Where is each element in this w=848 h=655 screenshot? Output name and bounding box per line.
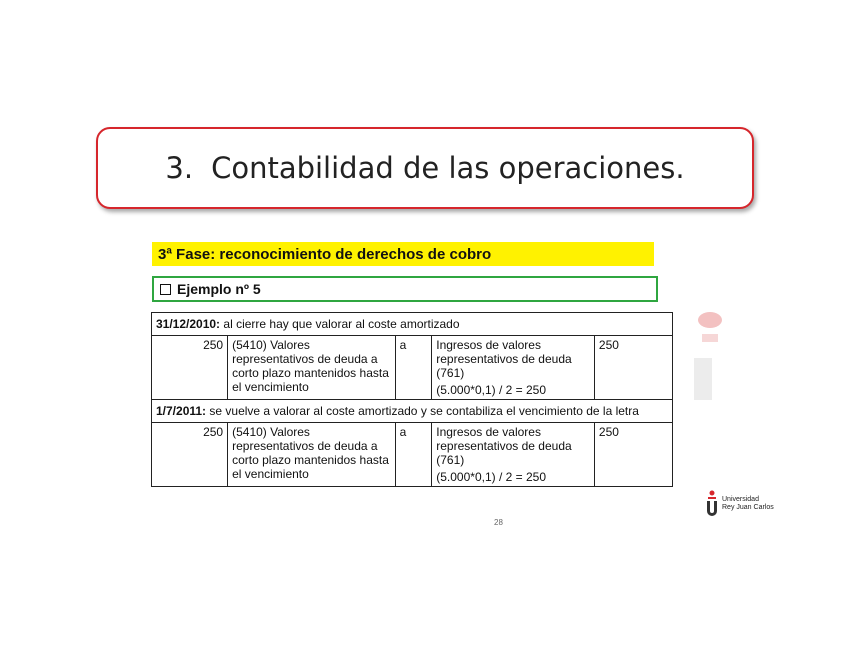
example-label: Ejemplo nº 5 — [177, 281, 261, 297]
credit-account-cell — [432, 336, 595, 400]
university-emblem-icon — [706, 490, 718, 518]
connector: a — [395, 423, 432, 487]
debit-amount: 250 — [152, 336, 228, 400]
decorative-logo-fragment — [686, 310, 726, 400]
entry-header — [152, 313, 673, 336]
connector: a — [395, 336, 432, 400]
entry-header — [152, 400, 673, 423]
table-row — [152, 313, 673, 336]
credit-account: Ingresos de valores representativos de deuda (761) — [436, 425, 572, 467]
table-row — [152, 336, 673, 400]
logo-line-2: Rey Juan Carlos — [722, 504, 774, 511]
credit-calc: (5.000*0,1) / 2 = 250 — [436, 383, 546, 397]
credit-account: Ingresos de valores representativos de deuda (761) — [436, 338, 572, 380]
credit-amount: 250 — [594, 423, 672, 487]
logo-line-1: Universidad — [722, 496, 759, 503]
title-number: 3. — [165, 151, 194, 185]
checkbox-icon — [160, 284, 171, 295]
debit-amount: 250 — [152, 423, 228, 487]
entry-description: se vuelve a valorar al coste amortizado y se contabiliza el vencimiento de la letra — [206, 404, 639, 418]
credit-amount: 250 — [594, 336, 672, 400]
debit-account: (5410) Valores representativos de deuda a corto plazo mantenidos hasta el vencimiento — [228, 336, 396, 400]
page-number: 28 — [494, 518, 503, 527]
university-logo — [706, 490, 786, 520]
credit-account-cell — [432, 423, 595, 487]
slide-title: Contabilidad de las operaciones. — [211, 151, 685, 185]
phase-heading: 3ª Fase: reconocimiento de derechos de cobro — [152, 242, 654, 266]
entry-description: al cierre hay que valorar al coste amortizado — [220, 317, 460, 331]
example-label-box — [152, 276, 658, 302]
entry-date: 31/12/2010: — [156, 317, 221, 331]
journal-table — [151, 312, 673, 487]
table-row — [152, 423, 673, 487]
entry-date: 1/7/2011: — [156, 404, 207, 418]
slide-title-box — [96, 127, 754, 209]
credit-calc: (5.000*0,1) / 2 = 250 — [436, 470, 546, 484]
debit-account: (5410) Valores representativos de deuda a corto plazo mantenidos hasta el vencimiento — [228, 423, 396, 487]
table-row — [152, 400, 673, 423]
